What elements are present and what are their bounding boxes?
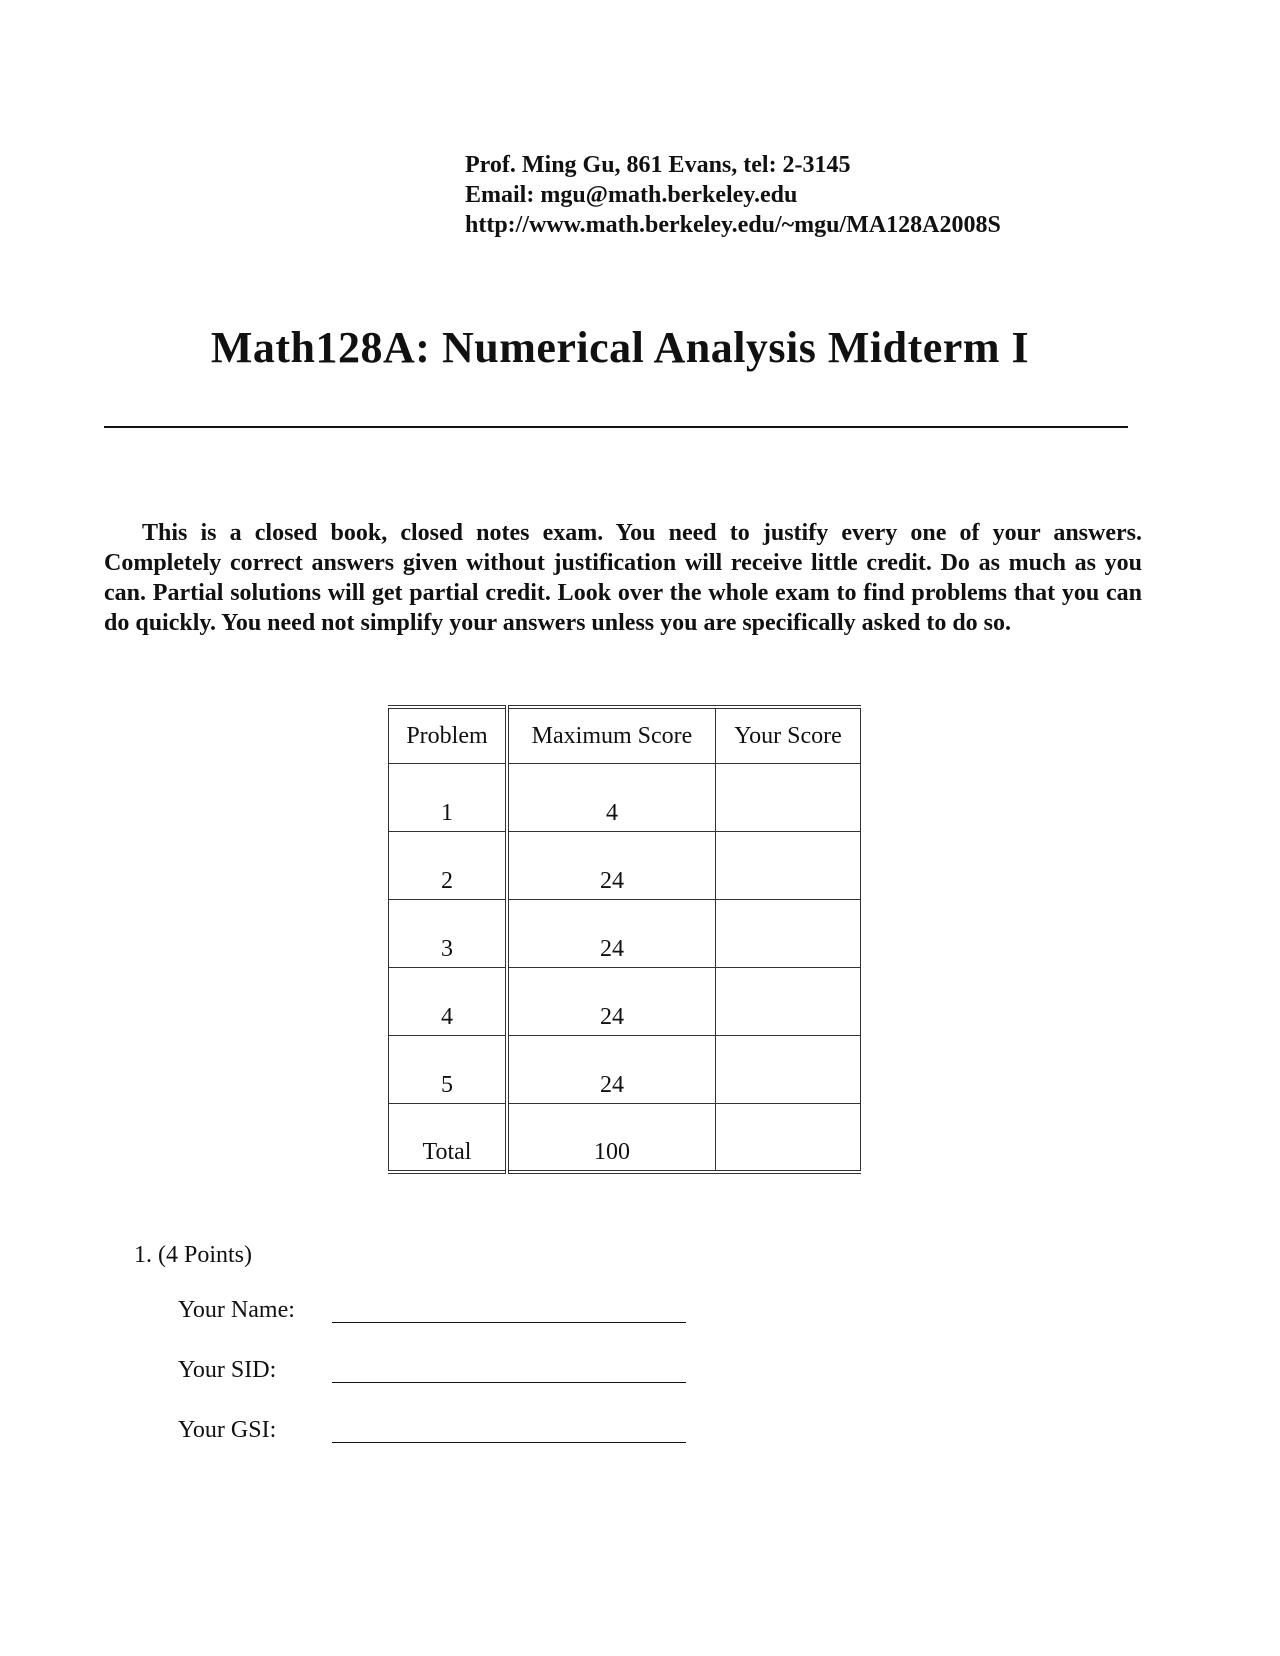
header-problem: Problem <box>389 707 508 764</box>
title-divider <box>104 426 1128 428</box>
max-score: 24 <box>507 832 716 900</box>
problem-number: 2 <box>389 832 508 900</box>
total-max-score: 100 <box>507 1104 716 1172</box>
header-your-score: Your Score <box>716 707 861 764</box>
table-row-total <box>389 1104 861 1172</box>
table-row <box>389 764 861 832</box>
name-field-label: Your Name: <box>178 1297 295 1323</box>
gsi-field-label: Your GSI: <box>178 1417 277 1443</box>
your-score-cell[interactable] <box>716 900 861 968</box>
instructor-contact: Prof. Ming Gu, 861 Evans, tel: 2-3145 <box>465 152 851 178</box>
problem-number: 4 <box>389 968 508 1036</box>
sid-field-line[interactable] <box>332 1382 686 1383</box>
your-score-cell[interactable] <box>716 764 861 832</box>
header-maximum-score: Maximum Score <box>507 707 716 764</box>
table-row <box>389 832 861 900</box>
exam-title: Math128A: Numerical Analysis Midterm I <box>210 323 1030 372</box>
gsi-field-line[interactable] <box>332 1442 686 1443</box>
your-total-score-cell[interactable] <box>716 1104 861 1172</box>
score-table <box>388 705 861 1174</box>
instructor-info <box>465 150 1001 240</box>
your-score-cell[interactable] <box>716 832 861 900</box>
table-row <box>389 900 861 968</box>
max-score: 24 <box>507 900 716 968</box>
max-score: 4 <box>507 764 716 832</box>
exam-instructions: This is a closed book, closed notes exam. You need to justify every one of your answers. Completely correct answers given without justification will receive little credit. Do as much as you can. Partial solutions will get partial credit. Look over the whole exam to find problems that you can do quickly. You need not simplify your answers unless you are specifically asked to do so. <box>104 520 1142 636</box>
name-field-line[interactable] <box>332 1322 686 1323</box>
table-row <box>389 1036 861 1104</box>
problem-number: 5 <box>389 1036 508 1104</box>
instructor-email: Email: mgu@math.berkeley.edu <box>465 182 798 208</box>
problem-number: 1 <box>389 764 508 832</box>
problem-1-label: 1. (4 Points) <box>134 1242 253 1268</box>
total-label: Total <box>389 1104 508 1172</box>
your-score-cell[interactable] <box>716 1036 861 1104</box>
course-url: http://www.math.berkeley.edu/~mgu/MA128A2008S <box>465 212 1001 238</box>
score-table-header-row <box>389 707 861 764</box>
sid-field-label: Your SID: <box>178 1357 277 1383</box>
max-score: 24 <box>507 1036 716 1104</box>
your-score-cell[interactable] <box>716 968 861 1036</box>
problem-number: 3 <box>389 900 508 968</box>
max-score: 24 <box>507 968 716 1036</box>
table-row <box>389 968 861 1036</box>
